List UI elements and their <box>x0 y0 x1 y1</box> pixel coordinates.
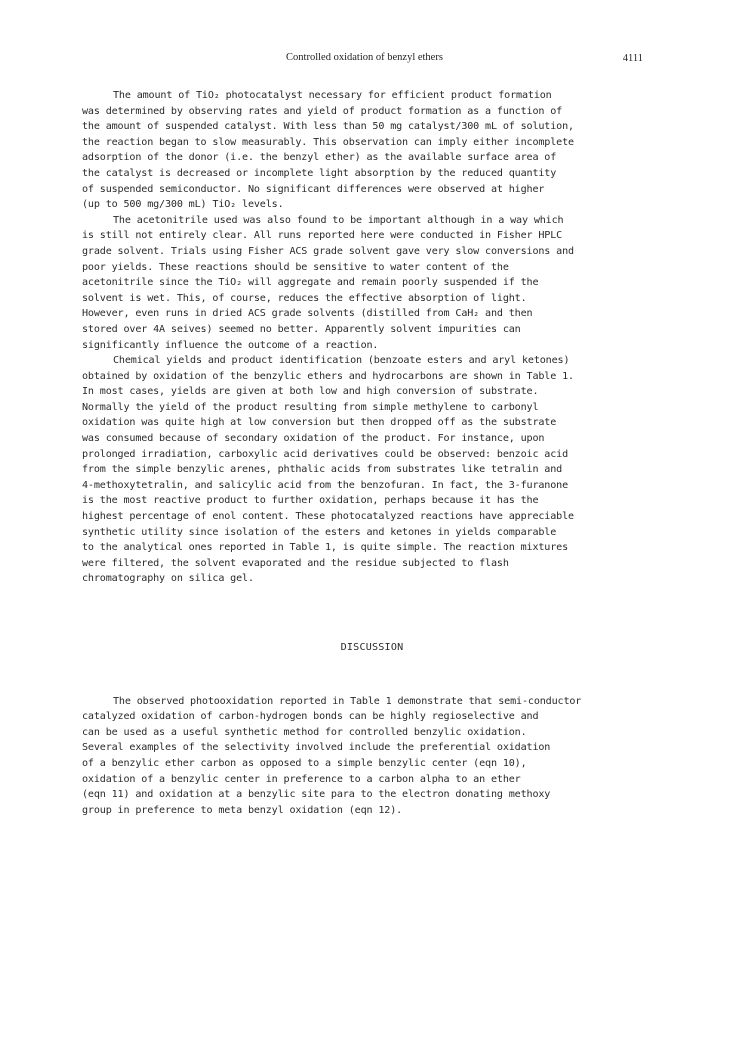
text-line: stored over 4A seives) seemed no better. Apparently solvent impurities can <box>82 323 521 335</box>
text-line: In most cases, yields are given at both low and high conversion of substrate. <box>82 386 539 398</box>
text-line: oxidation was quite high at low conversion but then dropped off as the substrate <box>82 417 557 429</box>
text-line: the amount of suspended catalyst. With less than 50 mg catalyst/300 mL of solution, <box>82 121 574 133</box>
text-line: the catalyst is decreased or incomplete light absorption by the reduced quantity <box>82 167 557 179</box>
text-line: highest percentage of enol content. These photocatalyzed reactions have appreciable <box>82 511 574 523</box>
text-line: poor yields. These reactions should be sensitive to water content of the <box>82 261 509 273</box>
paragraph-chemical-yields <box>82 353 662 587</box>
text-line: The acetonitrile used was also found to be important although in a way which <box>113 214 564 226</box>
text-line: of a benzylic ether carbon as opposed to a simple benzylic center (eqn 10), <box>82 757 527 769</box>
text-line: were filtered, the solvent evaporated and the residue subjected to flash <box>82 557 509 569</box>
text-line: prolonged irradiation, carboxylic acid derivatives could be observed: benzoic acid <box>82 448 569 460</box>
text-line: is the most reactive product to further oxidation, perhaps because it has the <box>82 495 539 507</box>
page-number: 4111 <box>622 53 643 64</box>
text-line: can be used as a useful synthetic method for controlled benzylic oxidation. <box>82 726 527 738</box>
text-line: (up to 500 mg/300 mL) TiO₂ levels. <box>82 199 284 211</box>
text-line: of suspended semiconductor. No significant differences were observed at higher <box>82 183 545 195</box>
paragraph-discussion <box>82 694 662 819</box>
text-line: chromatography on silica gel. <box>82 573 254 585</box>
text-line: to the analytical ones reported in Table 1, is quite simple. The reaction mixtures <box>82 542 569 554</box>
text-line: was determined by observing rates and yield of product formation as a function of <box>82 105 563 117</box>
page-header <box>0 52 729 70</box>
text-line: Normally the yield of the product resulting from simple methylene to carbonyl <box>82 401 539 413</box>
text-line: However, even runs in dried ACS grade solvents (distilled from CaH₂ and then <box>82 308 533 320</box>
text-line: synthetic utility since isolation of the esters and ketones in yields comparable <box>82 526 557 538</box>
text-line: Several examples of the selectivity involved include the preferential oxidation <box>82 742 551 754</box>
text-line: was consumed because of secondary oxidation of the product. For instance, upon <box>82 433 545 445</box>
paragraph-acetonitrile <box>82 213 662 353</box>
text-line: adsorption of the donor (i.e. the benzyl ether) as the available surface area of <box>82 152 557 164</box>
text-line: 4-methoxytetralin, and salicylic acid from the benzofuran. In fact, the 3-furanone <box>82 479 569 491</box>
text-line: solvent is wet. This, of course, reduces the effective absorption of light. <box>82 292 527 304</box>
text-line: (eqn 11) and oxidation at a benzylic site para to the electron donating methoxy <box>82 789 551 801</box>
text-line: Chemical yields and product identification (benzoate esters and aryl ketones) <box>113 355 570 367</box>
text-line: The observed photooxidation reported in Table 1 demonstrate that semi-conductor <box>113 695 582 707</box>
text-line: is still not entirely clear. All runs reported here were conducted in Fisher HPLC <box>82 230 563 242</box>
text-line: grade solvent. Trials using Fisher ACS grade solvent gave very slow conversions and <box>82 245 574 257</box>
section-heading-discussion: DISCUSSION <box>340 642 404 653</box>
text-line: from the simple benzylic arenes, phthalic acids from substrates like tetralin and <box>82 464 563 476</box>
text-line: catalyzed oxidation of carbon-hydrogen bonds can be highly regioselective and <box>82 711 539 723</box>
article-body <box>82 88 662 818</box>
text-line: oxidation of a benzylic center in preference to a carbon alpha to an ether <box>82 773 521 785</box>
text-line: the reaction began to slow measurably. This observation can imply either incomplete <box>82 136 574 148</box>
text-line: significantly influence the outcome of a reaction. <box>82 339 379 351</box>
text-line: acetonitrile since the TiO₂ will aggregate and remain poorly suspended if the <box>82 277 539 289</box>
running-title: Controlled oxidation of benzyl ethers <box>286 52 443 63</box>
paragraph-catalyst-amount <box>82 88 662 213</box>
text-line: The amount of TiO₂ photocatalyst necessary for efficient product formation <box>113 90 552 101</box>
text-line: group in preference to meta benzyl oxidation (eqn 12). <box>82 804 403 816</box>
text-line: obtained by oxidation of the benzylic ethers and hydrocarbons are shown in Table 1. <box>82 370 574 382</box>
